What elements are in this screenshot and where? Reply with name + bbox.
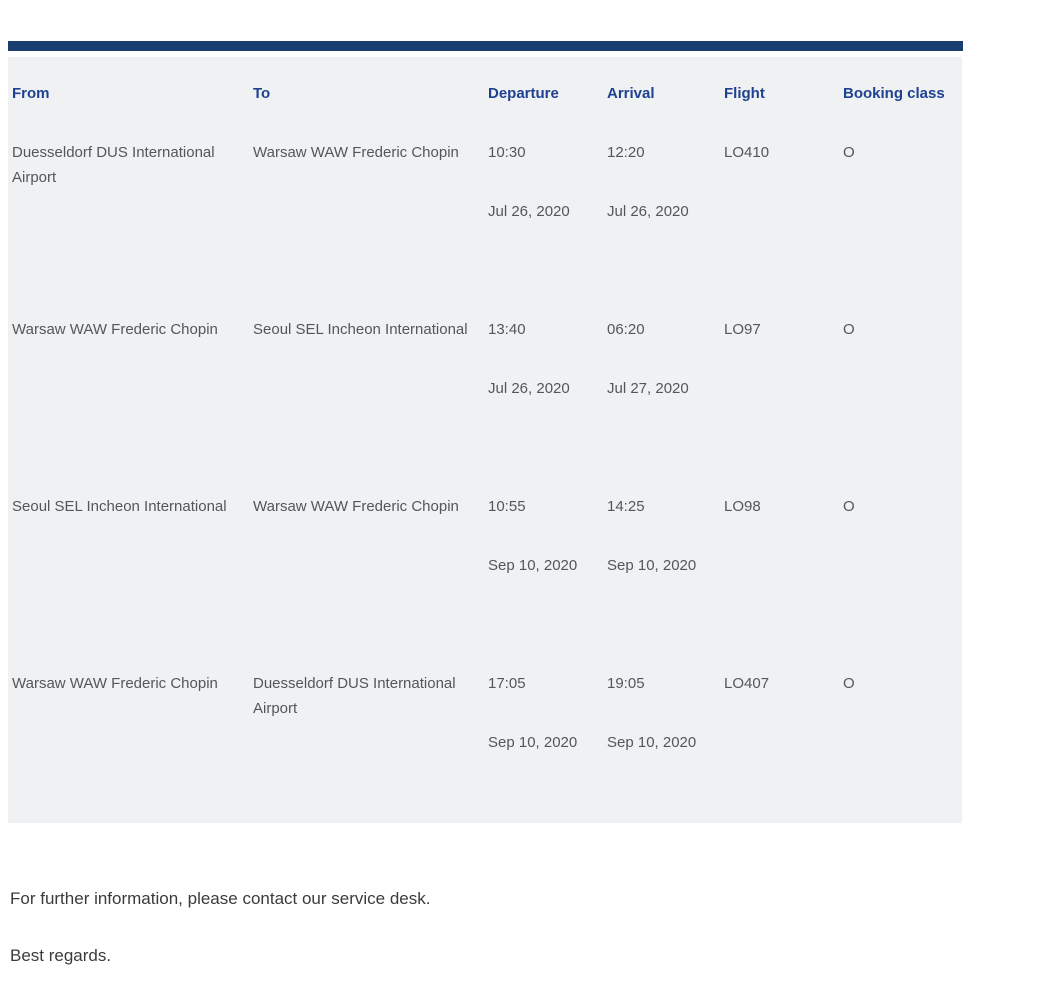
segment-cell: [8, 494, 253, 671]
segment-cell: [253, 140, 488, 317]
segment-cell: [607, 671, 724, 823]
arrival-date: Jul 27, 2020: [607, 380, 689, 397]
from-airport: Duesseldorf DUS International Airport: [12, 144, 215, 186]
arrival-time: 14:25: [607, 498, 645, 515]
segment-cell: [253, 494, 488, 671]
brand-accent-bar: [8, 41, 963, 51]
segment-cell: [8, 140, 253, 317]
to-airport: Warsaw WAW Frederic Chopin: [253, 144, 459, 161]
to-airport: Warsaw WAW Frederic Chopin: [253, 498, 459, 515]
segment-cell: [488, 494, 607, 671]
flight-itinerary-table: [8, 57, 962, 823]
arrival-time: 06:20: [607, 321, 645, 338]
arrival-time: 19:05: [607, 675, 645, 692]
column-header-flight: Flight: [724, 85, 765, 102]
segment-cell: [8, 317, 253, 494]
service-desk-note: For further information, please contact our service desk.: [10, 889, 431, 908]
segment-cell: [253, 317, 488, 494]
segment-cell: [724, 317, 843, 494]
flight-number: LO97: [724, 321, 761, 338]
signoff-text: Best regards.: [10, 946, 112, 965]
table-header-row: [8, 57, 962, 140]
segments-table: [8, 57, 962, 823]
segment-cell: [253, 671, 488, 823]
segment-cell: [843, 671, 962, 823]
booking-class: O: [843, 498, 855, 515]
booking-class: O: [843, 144, 855, 161]
departure-date: Sep 10, 2020: [488, 557, 578, 574]
column-header-booking-class: Booking class: [843, 85, 945, 102]
segment-cell: [724, 671, 843, 823]
column-header-to: To: [253, 85, 271, 102]
from-airport: Warsaw WAW Frederic Chopin: [12, 675, 218, 692]
arrival-date: Sep 10, 2020: [607, 557, 697, 574]
segment-cell: [843, 317, 962, 494]
segment-cell: [843, 494, 962, 671]
column-header-arrival: Arrival: [607, 85, 655, 102]
arrival-time: 12:20: [607, 144, 645, 161]
segment-cell: [607, 317, 724, 494]
booking-class: O: [843, 321, 855, 338]
flight-number: LO407: [724, 675, 770, 692]
segment-cell: [724, 494, 843, 671]
flight-segment-row: [8, 140, 962, 317]
segment-cell: [488, 317, 607, 494]
to-airport: Seoul SEL Incheon International: [253, 321, 468, 338]
from-airport: Seoul SEL Incheon International: [12, 498, 227, 515]
flight-number: LO410: [724, 144, 770, 161]
from-airport: Warsaw WAW Frederic Chopin: [12, 321, 218, 338]
departure-date: Jul 26, 2020: [488, 203, 570, 220]
segment-cell: [607, 140, 724, 317]
segment-cell: [724, 140, 843, 317]
column-header-departure: Departure: [488, 85, 559, 102]
arrival-date: Jul 26, 2020: [607, 203, 689, 220]
flight-number: LO98: [724, 498, 761, 515]
flight-segment-row: [8, 494, 962, 671]
segment-cell: [8, 671, 253, 823]
segment-cell: [843, 140, 962, 317]
segment-cell: [488, 140, 607, 317]
departure-time: 13:40: [488, 321, 526, 338]
booking-class: O: [843, 675, 855, 692]
segment-cell: [607, 494, 724, 671]
departure-time: 10:55: [488, 498, 526, 515]
flight-segment-row: [8, 317, 962, 494]
departure-time: 17:05: [488, 675, 526, 692]
departure-time: 10:30: [488, 144, 526, 161]
departure-date: Jul 26, 2020: [488, 380, 570, 397]
to-airport: Duesseldorf DUS International Airport: [253, 675, 456, 717]
arrival-date: Sep 10, 2020: [607, 734, 697, 751]
flight-segment-row: [8, 671, 962, 823]
column-header-from: From: [12, 85, 50, 102]
segment-cell: [488, 671, 607, 823]
departure-date: Sep 10, 2020: [488, 734, 578, 751]
